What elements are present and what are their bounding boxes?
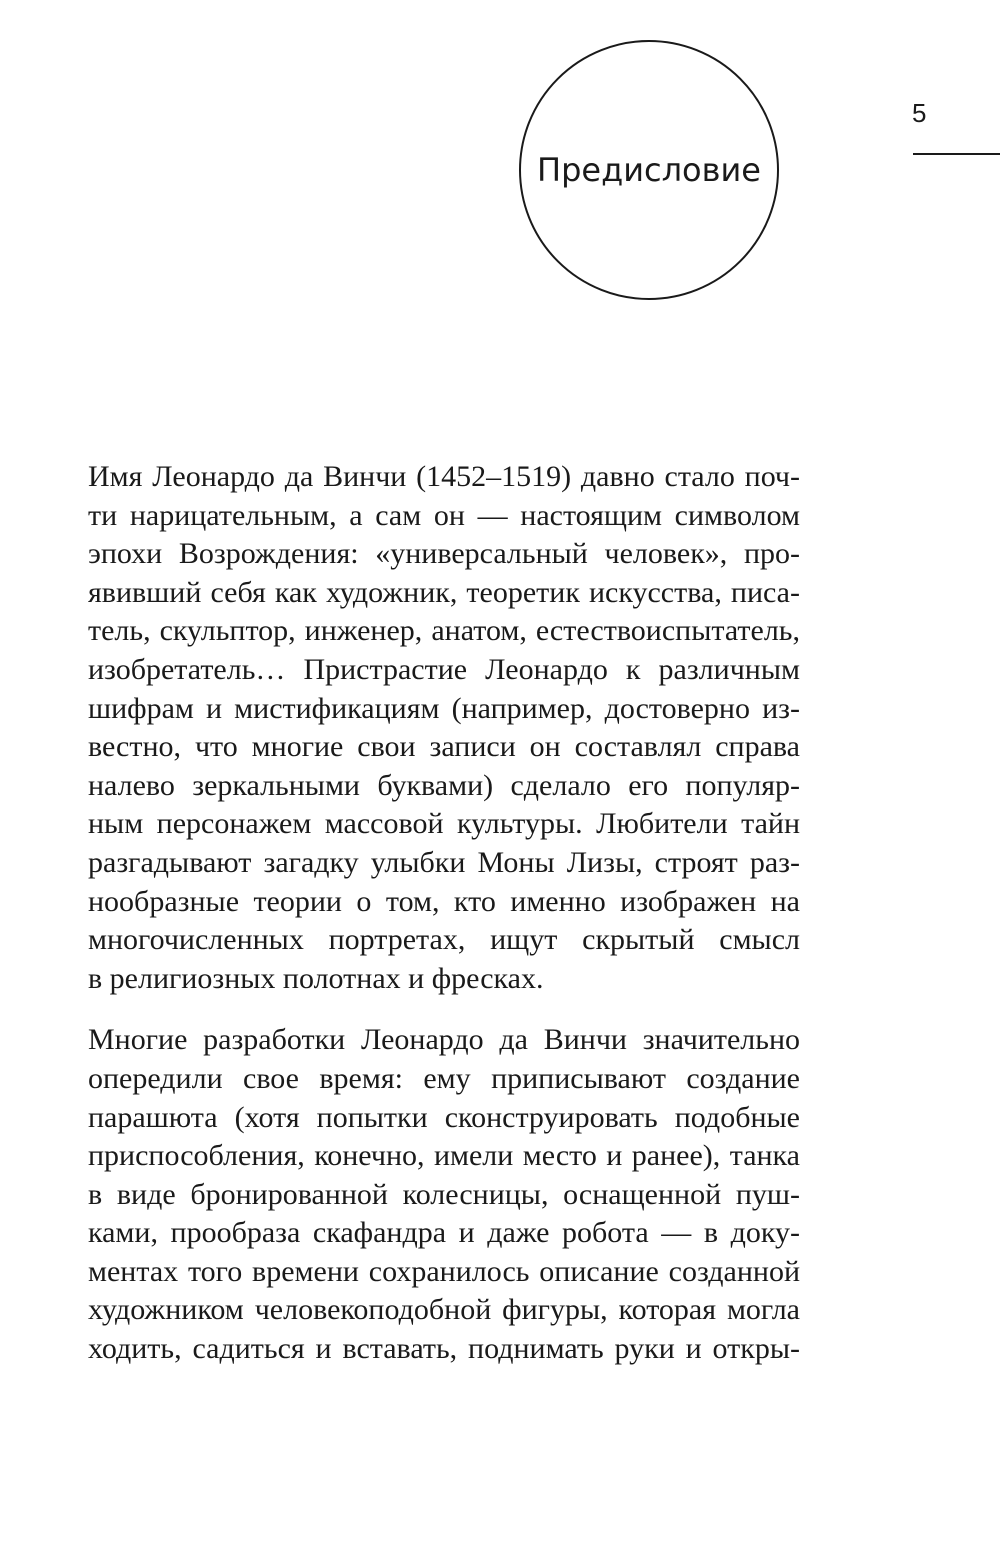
text-line: тель, скульптор, инженер, анатом, естествоиспытатель, bbox=[88, 614, 800, 648]
text-line: разгадывают загадку улыбки Моны Лизы, строят раз- bbox=[88, 845, 800, 879]
paragraph-gap bbox=[88, 998, 800, 1021]
text-line: в виде бронированной колесницы, оснащенной пуш- bbox=[88, 1177, 800, 1211]
text-line: многочисленных портретах, ищут скрытый смысл bbox=[88, 923, 800, 957]
text-line: художником человекоподобной фигуры, которая могла bbox=[88, 1293, 800, 1327]
text-line: вестно, что многие свои записи он составлял справа bbox=[88, 730, 800, 764]
text-line: Имя Леонардо да Винчи (1452–1519) давно стало поч- bbox=[88, 460, 800, 493]
page-number-rule bbox=[913, 153, 1000, 155]
text-line: налево зеркальными буквами) сделало его популяр- bbox=[88, 768, 800, 802]
text-line: нообразные теории о том, кто именно изображен на bbox=[88, 884, 800, 918]
chapter-title: Предисловие bbox=[537, 151, 761, 189]
paragraph bbox=[88, 1021, 800, 1368]
text-line: опередили свое время: ему приписывают создание bbox=[88, 1061, 800, 1095]
page-number: 5 bbox=[912, 98, 927, 128]
paragraph bbox=[88, 458, 800, 998]
text-line: шифрам и мистификациям (например, достоверно из- bbox=[88, 691, 800, 725]
text-line: ти нарицательным, а сам он — настоящим символом bbox=[88, 498, 800, 532]
body-text bbox=[88, 458, 800, 1369]
text-line: приспособления, конечно, имели место и ранее), танка bbox=[88, 1139, 800, 1173]
text-line: ходить, садиться и вставать, поднимать руки и откры- bbox=[88, 1332, 800, 1366]
text-line: изобретатель… Пристрастие Леонардо к различным bbox=[88, 652, 800, 686]
text-line: явивший себя как художник, теоретик искусства, писа- bbox=[88, 575, 800, 609]
text-line: Многие разработки Леонардо да Винчи значительно bbox=[88, 1023, 800, 1057]
text-line: ным персонажем массовой культуры. Любители тайн bbox=[88, 807, 800, 841]
text-line: в религиозных полотнах и фресках. bbox=[88, 961, 544, 995]
text-line: ками, прообраза скафандра и даже робота — в доку- bbox=[88, 1216, 800, 1250]
text-line: эпохи Возрождения: «универсальный человек», про- bbox=[88, 537, 800, 571]
text-line: парашюта (хотя попытки сконструировать подобные bbox=[88, 1100, 800, 1134]
text-line: ментах того времени сохранилось описание созданной bbox=[88, 1254, 800, 1288]
